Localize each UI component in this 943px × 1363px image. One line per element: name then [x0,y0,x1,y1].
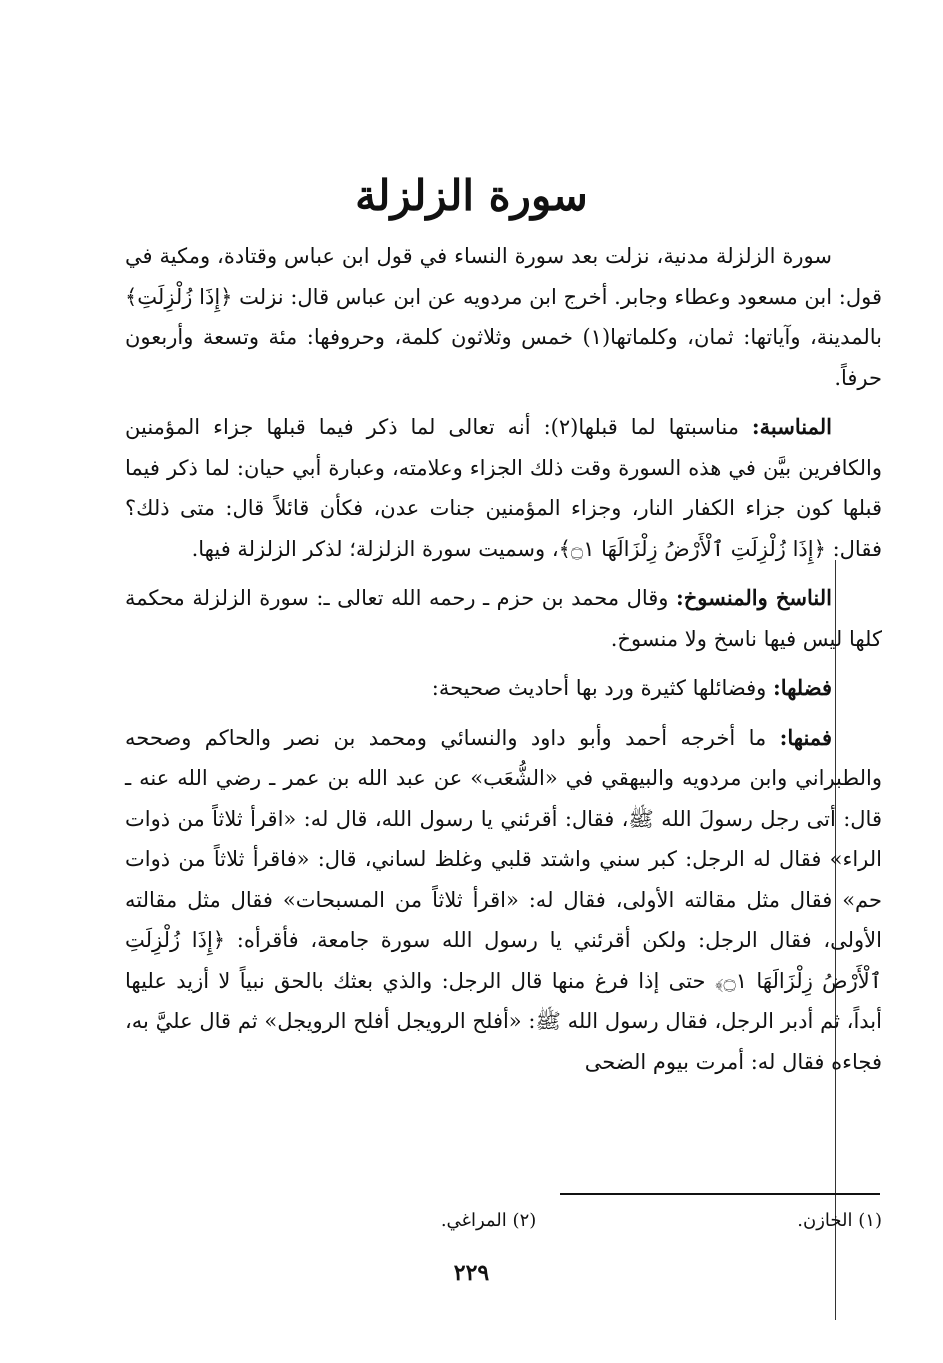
footnote-marker: (٢) [512,1210,537,1231]
footnote-2 [441,1203,536,1239]
footnotes [125,1203,882,1239]
paragraph-text: وفضائلها كثيرة ورد بها أحاديث صحيحة: [431,676,773,700]
page-number: ٢٢٩ [453,1260,490,1286]
footnote-1 [542,1203,882,1239]
paragraph-abrogation [125,578,882,659]
surah-title: سورة الزلزلة [355,171,588,221]
paragraph-text: سورة الزلزلة مدنية، نزلت بعد سورة النساء في قول ابن عباس وقتادة، ومكية في قول: ابن مسعود وعطاء وجابر. أخرج ابن مردويه عن ابن عباس قال: نزلت ﴿إِذَا زُلْزِلَتِ﴾ بالمدينة، وآياتها: ثمان، وكلماتها(١) خمس وثلاثون كلمة، وحروفها: مئة وتسعة وأربعون حرفاً. [125,244,882,390]
paragraph-keyword: المناسبة: [751,414,832,439]
footnote-text: الخازن. [797,1210,853,1231]
paragraph-keyword: فمنها: [779,724,832,750]
footnote-marker: (١) [858,1210,882,1231]
paragraph-hadith [125,718,882,1083]
footnote-divider [560,1193,880,1195]
paragraph-keyword: فضلها: [772,675,832,700]
paragraph-virtues [125,668,882,709]
paragraph-intro [125,236,882,398]
footnote-text: المراغي. [440,1210,507,1231]
paragraph-text: ما أخرجه أحمد وأبو داود والنسائي ومحمد بن نصر والحاكم وصححه والطبراني وابن مردويه والبيهقي في «الشُّعَب» عن عبد الله بن عمر ـ رضي الله عنه ـ قال: أتى رجل رسولَ الله ﷺ، فقال: أقرئني يا رسول الله، قال له: «اقرأ ثلاثاً من ذوات الراء» فقال له الرجل: كبر سني واشتد قلبي وغلظ لساني، قال: «فاقرأ ثلاثاً من ذوات حم» فقال مثل مقالته الأولى، فقال له: «اقرأ ثلاثاً من المسبحات» فقال مثل مقالته الأولى، فقال الرجل: ولكن أقرئني يا رسول الله سورة جامعة، فأقرأه: ﴿إِذَا زُلْزِلَتِ ٱلْأَرْضُ زِلْزَالَهَا ۝١﴾ حتى إذا فرغ منها قال الرجل: والذي بعثك بالحق نبياً لا أزيد عليها أبداً، ثم أدبر الرجل، فقال رسول الله ﷺ: «أفلح الرويجل أفلح الرويجل» ثم قال عليَّ به، فجاءه فقال له: أمرت بيوم الضحى [125,725,882,1074]
paragraph-text: وقال محمد بن حزم ـ رحمه الله تعالى ـ: سورة الزلزلة محكمة كلها ليس فيها ناسخ ولا منسوخ. [125,586,882,651]
body-text [125,236,882,1091]
paragraph-keyword: الناسخ والمنسوخ: [675,585,832,610]
paragraph-relevance [125,407,882,569]
paragraph-text: مناسبتها لما قبلها(٢): أنه تعالى لما ذكر فيما قبلها جزاء المؤمنين والكافرين بيَّن في هذه السورة وقت ذلك الجزاء وعلامته، وعبارة أبي حيان: لما ذكر فيما قبلها كون جزاء الكفار النار، وجزاء المؤمنين جنات عدن، فكأن قائلاً قال: متى ذلك؟ فقال: ﴿إِذَا زُلْزِلَتِ ٱلْأَرْضُ زِلْزَالَهَا ۝١﴾، وسميت سورة الزلزلة؛ لذكر الزلزلة فيها. [125,415,882,561]
